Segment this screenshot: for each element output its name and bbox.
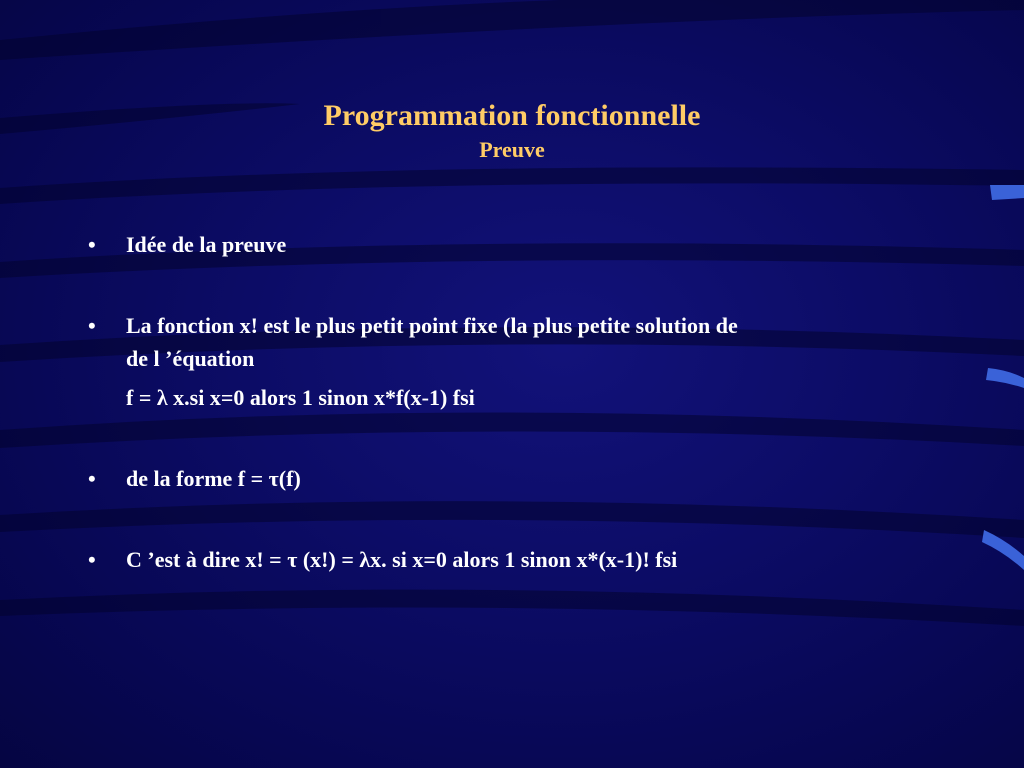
slide-body (88, 228, 948, 576)
bullet-icon: • (88, 547, 96, 572)
bullet-text-line-1: La fonction x! est le plus petit point fixe (la plus petite solution de (126, 313, 738, 338)
bullet-icon: • (88, 313, 96, 338)
bullet-text: de la forme f = τ(f) (126, 466, 301, 491)
bullet-text: Idée de la preuve (126, 232, 287, 257)
bullet-text-line-2: de l ’équation (126, 346, 255, 371)
slide-title: Programmation fonctionnelle (323, 99, 701, 132)
bullet-icon: • (88, 466, 96, 491)
bullet-item-1 (88, 228, 948, 261)
bullet-text: C ’est à dire x! = τ (x!) = λx. si x=0 alors 1 sinon x*(x-1)! fsi (126, 547, 678, 572)
equation-formula: f = λ x.si x=0 alors 1 sinon x*f(x-1) fsi (126, 385, 475, 410)
slide-header (0, 96, 1024, 164)
bullet-item-4 (88, 543, 948, 576)
bullet-item-2 (88, 309, 948, 375)
accent-bar-1 (990, 185, 1024, 200)
slide-subtitle: Preuve (479, 137, 545, 162)
bullet-item-3 (88, 462, 948, 495)
bullet-icon: • (88, 232, 96, 257)
accent-bar-2 (986, 368, 1024, 388)
